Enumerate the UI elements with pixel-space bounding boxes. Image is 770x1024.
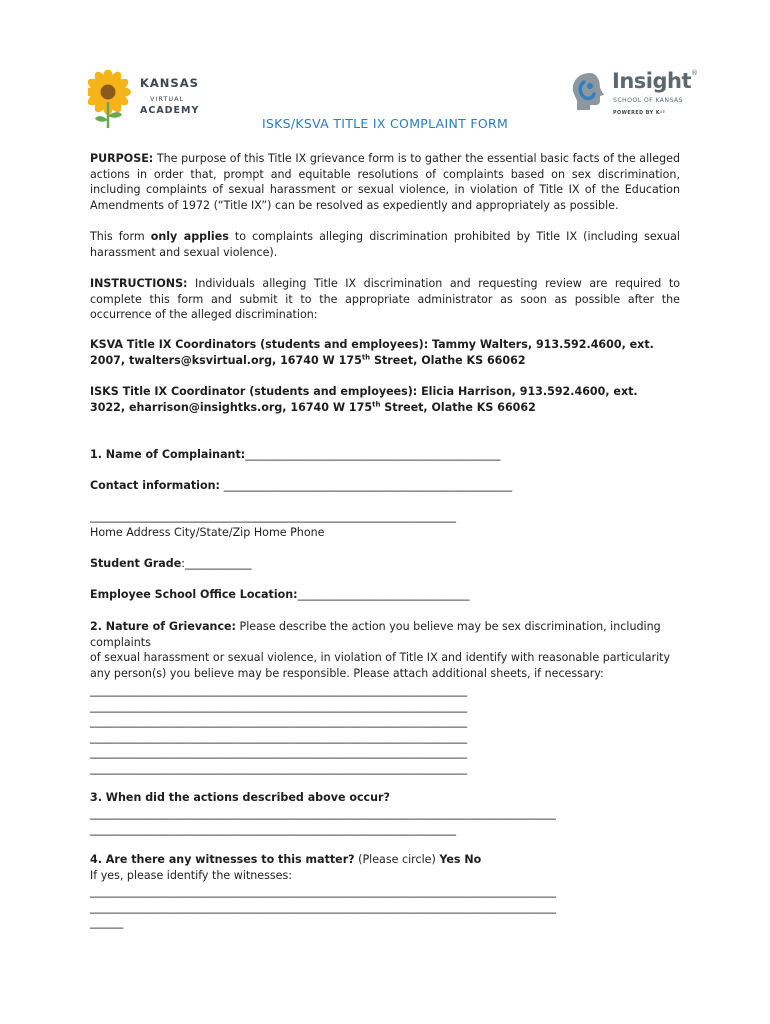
- home-address-field[interactable]: [90, 509, 680, 540]
- instructions-text: Individuals alleging Title IX discrimination and requesting review are required to complete this form and submit it to the appropriate administrator as soon as possible after the occurrence of the alleged discrimination:: [90, 277, 680, 322]
- answer-line[interactable]: ____________________________________________________________________: [90, 730, 468, 744]
- contact-information-blank[interactable]: ____________________________________________________: [223, 479, 513, 492]
- nature-of-grievance-label: 2. Nature of Grievance:: [90, 620, 236, 633]
- insight-tagline: SCHOOL OF KANSAS: [613, 97, 683, 104]
- complainant-name-label: 1. Name of Complainant:: [90, 448, 246, 461]
- when-did-actions-occur-label: 3. When did the actions described above occur?: [90, 791, 390, 804]
- answer-line[interactable]: __________________________________________________________________: [90, 822, 457, 836]
- form-title: ISKS/KSVA TITLE IX COMPLAINT FORM: [261, 116, 509, 131]
- answer-line[interactable]: ____________________________________________________________________________________: [90, 807, 556, 820]
- purpose-text: The purpose of this Title IX grievance form is to gather the essential basic facts of the alleged actions in order that, prompt and equitable resolutions of complaints based on sex discrimination, including complaints of sexual harassment or sexual violence, in violation of Title IX of the Education Amendments of 1972 (“Title IX”) can be resolved as expediently and appropriately as possible.: [90, 152, 680, 212]
- identify-witnesses-text: If yes, please identify the witnesses:: [90, 868, 293, 882]
- instructions-label: INSTRUCTIONS:: [90, 277, 188, 290]
- witnesses-label: 4. Are there any witnesses to this matter?: [90, 853, 355, 866]
- when-did-actions-occur-answer-lines[interactable]: [90, 806, 680, 837]
- insight-powered-by: POWERED BY K¹²: [613, 111, 666, 116]
- contact-information-label: Contact information:: [90, 479, 224, 492]
- home-address-blank[interactable]: __________________________________________________________________: [90, 510, 457, 523]
- student-grade-label: Student Grade: [90, 557, 182, 570]
- answer-line[interactable]: ____________________________________________________________________________________: [90, 900, 556, 914]
- student-grade-field[interactable]: Student Grade:____________: [90, 557, 252, 570]
- answer-line[interactable]: ____________________________________________________________________: [90, 699, 468, 713]
- home-address-caption: Home Address City/State/Zip Home Phone: [90, 525, 325, 539]
- applies-paragraph: This form only applies to complaints alleging discrimination prohibited by Title IX (including sexual harassment and sexual violence).: [90, 230, 680, 259]
- logo-text-kansas: KANSAS: [140, 76, 199, 90]
- nature-of-grievance-answer-lines[interactable]: [90, 683, 680, 777]
- contact-information-field[interactable]: [90, 478, 680, 494]
- answer-line[interactable]: ____________________________________________________________________: [90, 746, 468, 760]
- answer-line[interactable]: ____________________________________________________________________: [90, 761, 468, 775]
- witnesses-question: 4. Are there any witnesses to this matter? (Please circle) Yes No If yes, please identify the witnesses:: [90, 852, 680, 883]
- answer-line[interactable]: ____________________________________________________________________________________: [90, 885, 556, 898]
- logo-text-virtual: VIRTUAL: [150, 95, 185, 103]
- office-location-field[interactable]: [90, 587, 680, 603]
- student-grade-blank[interactable]: ____________: [185, 557, 252, 570]
- only-applies-emphasis: only applies: [150, 230, 229, 243]
- witnesses-answer-lines[interactable]: [90, 884, 680, 931]
- nature-of-grievance-question: 2. Nature of Grievance: Please describe the action you believe may be sex discrimination, including complaints of sexual harassment or sexual violence, in violation of Title IX and identify with reasonable particularity any person(s) you believe may be responsible. Please attach additional sheets, if necessary:: [90, 620, 671, 680]
- answer-line[interactable]: ____________________________________________________________________: [90, 684, 468, 697]
- ksva-coordinator-info: KSVA Title IX Coordinators (students and employees): Tammy Walters, 913.592.4600, ext. 2007, twalters@ksvirtual.org, 16740 W 175th Street, Olathe KS 66062: [90, 338, 654, 367]
- isks-coordinator-info: ISKS Title IX Coordinator (students and employees): Elicia Harrison, 913.592.4600, ext. 3022, eharrison@insightks.org, 16740 W 175th Street, Olathe KS 66062: [90, 385, 638, 414]
- office-location-label: Employee School Office Location:: [90, 588, 298, 601]
- when-did-actions-occur-question: [90, 790, 680, 806]
- office-location-blank[interactable]: _______________________________: [297, 588, 470, 601]
- insight-head-icon: [568, 70, 610, 112]
- yes-no-options[interactable]: Yes No: [439, 853, 482, 866]
- answer-line[interactable]: ____________________________________________________________________: [90, 715, 468, 729]
- logo-text-academy: ACADEMY: [140, 105, 200, 116]
- purpose-paragraph: [90, 151, 680, 213]
- instructions-paragraph: [90, 276, 680, 323]
- purpose-label: PURPOSE:: [90, 152, 154, 165]
- complainant-name-field[interactable]: [90, 447, 680, 463]
- complainant-name-blank[interactable]: ______________________________________________: [245, 448, 501, 461]
- answer-line[interactable]: ______: [90, 916, 124, 930]
- insight-brand-text: Insight®: [612, 69, 698, 93]
